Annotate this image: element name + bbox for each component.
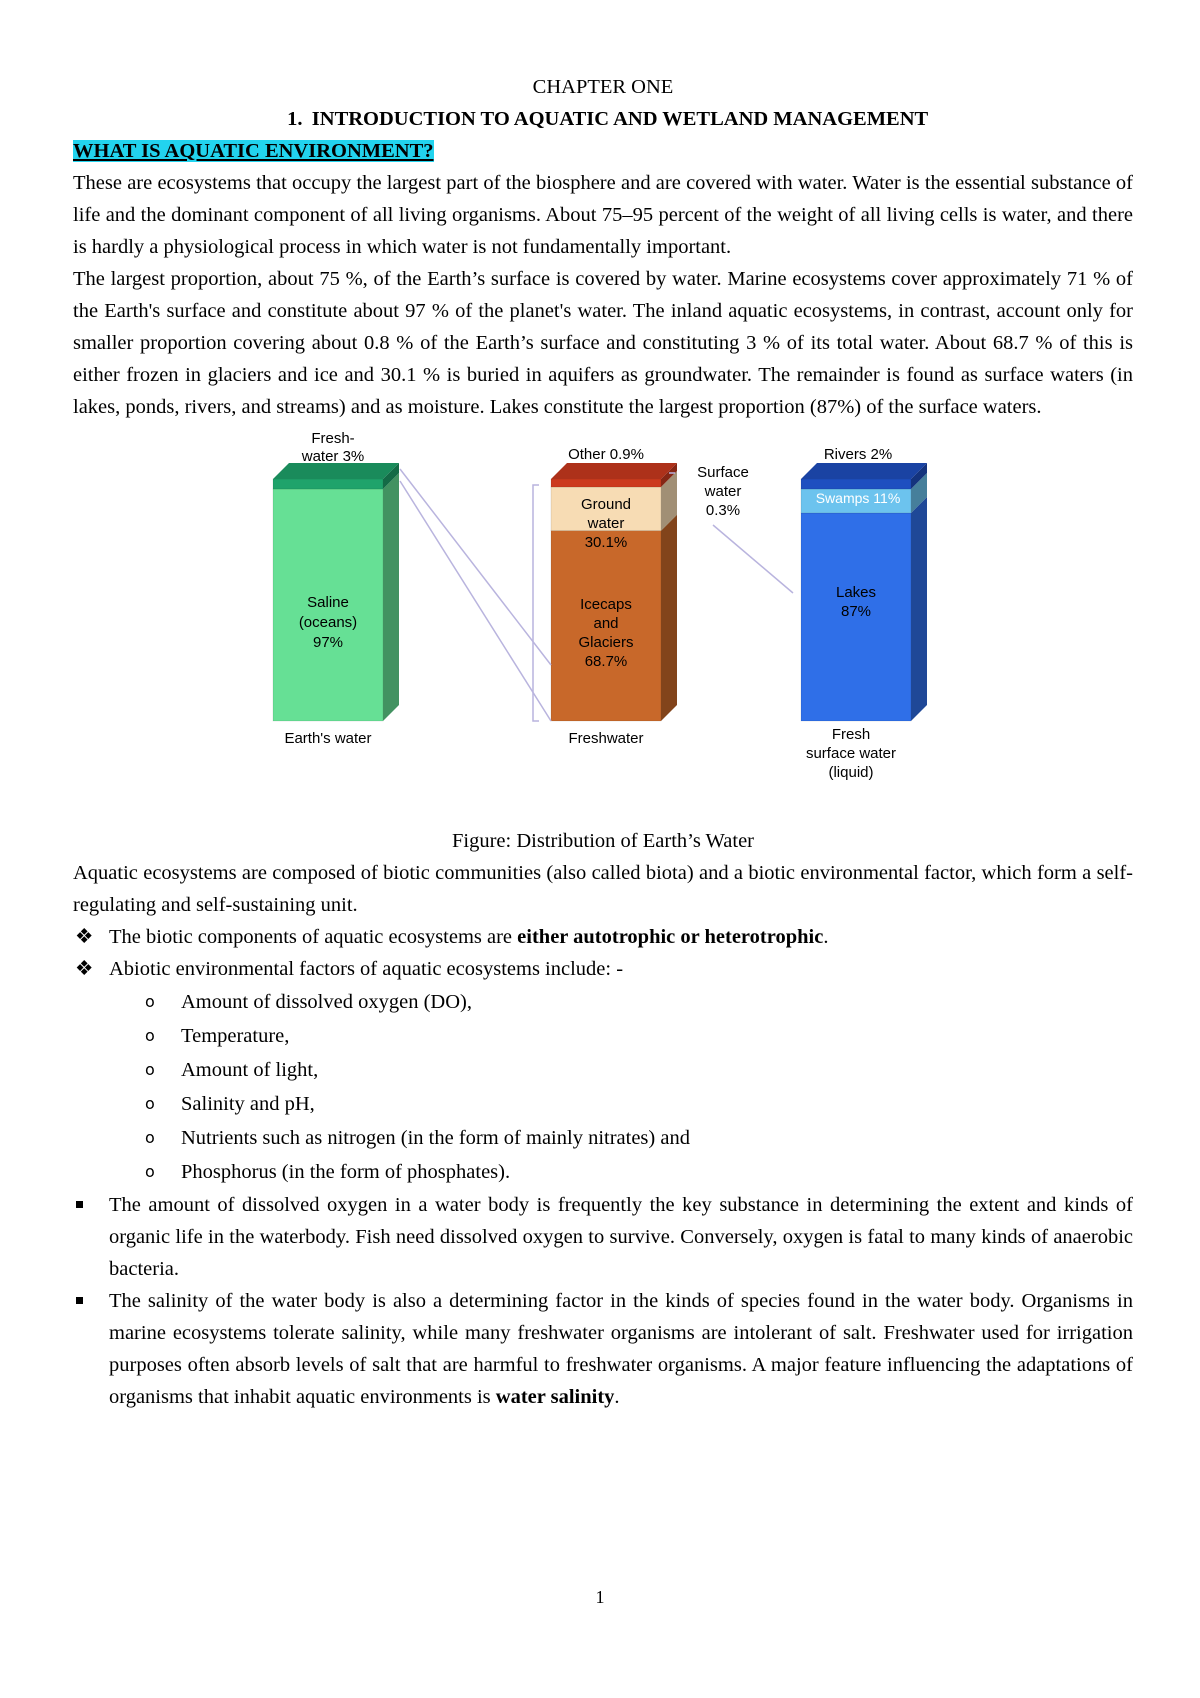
label-surface-water [697, 464, 749, 519]
label-icecaps-line: 68.7% [584, 653, 628, 670]
paragraph-proportions: The largest proportion, about 75 %, of the Earth’s surface is covered by water. Marine ecosystems cover approximately 71 % of the Earth's surface and constitute about 97 % of the planet's water. The inland aquatic ecosystems, in contrast, account only for smaller proportion covering about 0.8 % of the Earth’s surface and constituting 3 % of its total water. About 68.7 % of this is either frozen in glaciers and ice and 30.1 % is buried in aquifers as groundwater. The remainder is found as surface waters (in lakes, ponds, rivers, and streams) and as moisture. Lakes constitute the largest proportion (87%) of the surface waters. [73, 268, 1133, 418]
square-bullet-icon [76, 1201, 83, 1208]
heading-title: INTRODUCTION TO AQUATIC AND WETLAND MANAGEMENT [311, 108, 929, 130]
bar-segment-fresh-water [273, 479, 383, 489]
bracket [533, 485, 539, 721]
factor-text: Nutrients such as nitrogen (in the form of mainly nitrates) and [181, 1127, 690, 1149]
axis-label-fresh-surface-water-line: (liquid) [828, 764, 874, 781]
bar-top [551, 463, 677, 479]
bullet-end: . [614, 1386, 620, 1408]
bullet-text: The amount of dissolved oxygen in a water body is frequently the key substance in determining the extent and kinds of organic life in the waterbody. Fish need dissolved oxygen to survive. Conversely, oxygen is fatal to many kinds of anaerobic bacteria. [109, 1194, 1133, 1280]
label-icecaps-line: Glaciers [578, 634, 634, 651]
bullet-bold-text: water salinity [495, 1386, 615, 1408]
axis-label-fresh-surface-water [806, 726, 896, 781]
chapter-label: CHAPTER ONE [532, 76, 674, 98]
circle-bullet-icon: o [145, 1162, 155, 1181]
bullet-text: The salinity of the water body is also a determining factor in the kinds of species found in the water body. Organisms in marine ecosystems tolerate salinity, while many freshwater organisms are intolerant of salt. Freshwater used for irrigation purposes often absorb levels of salt that are harmful to freshwater organisms. A major feature influencing the adaptations of organisms that inhabit aquatic environments is [109, 1290, 1133, 1408]
bullet-text: Abiotic environmental factors of aquatic ecosystems include: - [109, 958, 624, 980]
factor-text: Amount of dissolved oxygen (DO), [181, 991, 472, 1013]
bar-side [383, 473, 399, 721]
circle-bullet-icon: o [145, 1060, 155, 1079]
label-freshwater-share-line: water 3% [301, 448, 365, 465]
chapter-heading [73, 103, 1133, 135]
bullet-end: . [823, 926, 829, 948]
list-item [73, 921, 1133, 953]
water-distribution-chart [73, 429, 1133, 825]
bar-side [911, 497, 927, 721]
bullet-text: The biotic components of aquatic ecosystems are [109, 926, 518, 948]
label-swamps [816, 490, 901, 506]
bar-segment-rivers [801, 479, 911, 489]
circle-bullet-icon: o [145, 992, 155, 1011]
label-surface-water-line: Surface [697, 464, 749, 481]
circle-bullet-icon: o [145, 1094, 155, 1113]
square-bullet-icon [76, 1297, 83, 1304]
paragraph-composition: Aquatic ecosystems are composed of biotic communities (also called biota) and a biotic environmental factor, which form a self-regulating and self-sustaining unit. [73, 862, 1133, 916]
bar-segment-other [551, 479, 661, 487]
label-ground-water [581, 496, 631, 551]
list-item [145, 1155, 1133, 1189]
bar-side [661, 515, 677, 721]
label-other-line: Other 0.9% [568, 446, 644, 463]
abiotic-factors-list [145, 985, 1133, 1189]
page-content [73, 71, 1133, 1413]
heading-number: 1. [287, 108, 303, 130]
list-item [145, 1019, 1133, 1053]
water-distribution-figure [73, 429, 1133, 825]
axis-label-freshwater [568, 730, 643, 747]
diamond-list [73, 921, 1133, 985]
label-ground-water-line: water [587, 515, 625, 532]
label-rivers-line: Rivers 2% [823, 446, 893, 463]
label-freshwater-share [301, 430, 365, 465]
list-item [145, 1087, 1133, 1121]
diamond-bullet-icon: ❖ [75, 958, 94, 980]
connector-line [400, 481, 551, 721]
factor-text: Temperature, [181, 1025, 290, 1047]
factor-text: Amount of light, [181, 1059, 319, 1081]
circle-bullet-icon: o [145, 1128, 155, 1147]
bar-top [273, 463, 399, 479]
square-list [73, 1189, 1133, 1413]
connector-line [400, 469, 551, 665]
list-item [73, 1285, 1133, 1413]
axis-label-freshwater-line: Freshwater [568, 730, 644, 747]
diamond-bullet-icon: ❖ [75, 926, 94, 948]
label-saline-line: Saline [307, 594, 349, 611]
label-ground-water-line: 30.1% [584, 534, 628, 551]
list-item [145, 1121, 1133, 1155]
label-lakes-line: Lakes [835, 584, 877, 601]
page-number: 1 [595, 1587, 605, 1607]
label-freshwater-share-line: Fresh- [311, 430, 355, 447]
section-title [73, 135, 1133, 167]
label-icecaps-line: Icecaps [580, 596, 632, 613]
label-other [568, 446, 644, 463]
label-saline-line: (oceans) [298, 614, 358, 631]
section-title-text: WHAT IS AQUATIC ENVIRONMENT? [73, 140, 434, 162]
bullet-bold-text: either autotrophic or heterotrophic [517, 926, 824, 948]
list-item [73, 953, 1133, 985]
label-icecaps-line: and [593, 615, 619, 632]
axis-label-earths-water-line: Earth's water [284, 730, 372, 747]
paragraph-intro: These are ecosystems that occupy the largest part of the biosphere and are covered with water. Water is the essential substance of life and the dominant component of all living organisms. About 75–95 percent of the weight of all living cells is water, and there is hardly a physiological process in which water is not fundamentally important. [73, 172, 1133, 258]
circle-bullet-icon: o [145, 1026, 155, 1045]
label-surface-water-line: 0.3% [705, 502, 741, 519]
label-saline-line: 97% [312, 634, 344, 651]
factor-text: Salinity and pH, [181, 1093, 315, 1115]
axis-label-earths-water [284, 730, 371, 747]
axis-label-fresh-surface-water-line: surface water [805, 745, 897, 762]
connector-line [713, 525, 793, 593]
axis-label-fresh-surface-water-line: Fresh [831, 726, 871, 743]
list-item [145, 1053, 1133, 1087]
list-item [73, 1189, 1133, 1285]
figure-caption: Figure: Distribution of Earth’s Water [451, 830, 754, 852]
label-ground-water-line: Ground [580, 496, 632, 513]
label-swamps-line: Swamps 11% [815, 490, 901, 506]
list-item [145, 985, 1133, 1019]
factor-text: Phosphorus (in the form of phosphates). [181, 1161, 511, 1183]
bar-top [801, 463, 927, 479]
label-surface-water-line: water [704, 483, 742, 500]
label-lakes-line: 87% [840, 603, 872, 620]
label-rivers [824, 446, 892, 463]
